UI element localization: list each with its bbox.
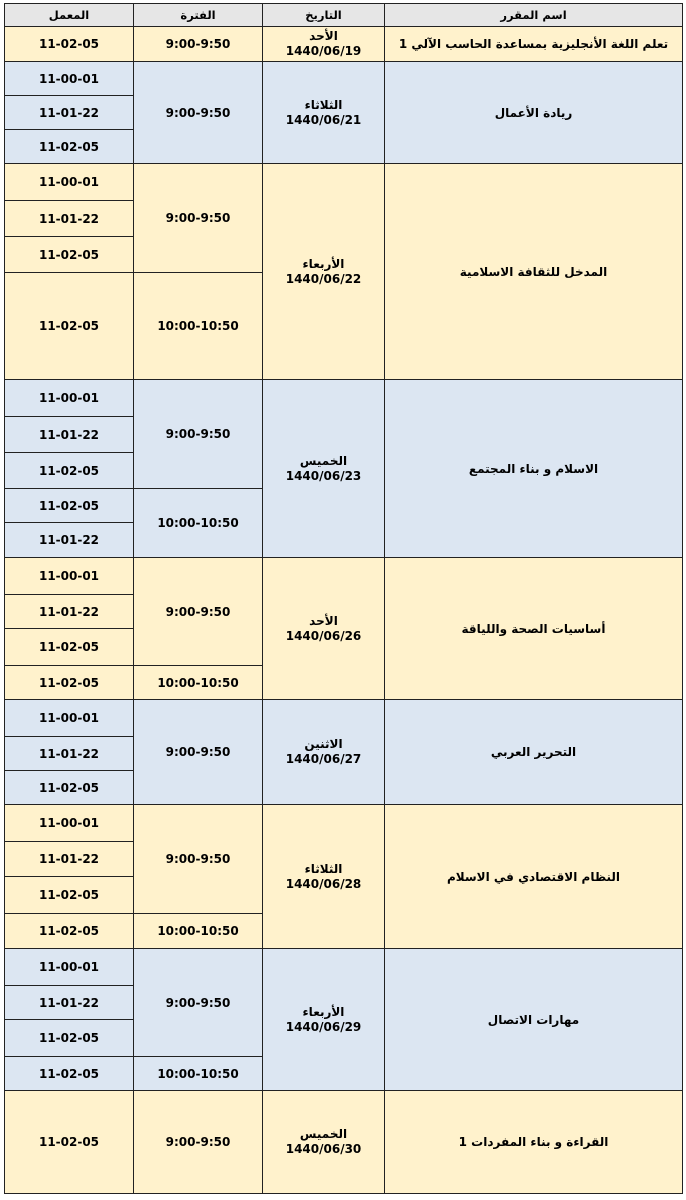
course-name-cell: التحرير العربي [385,700,683,805]
header-period: الفترة [134,4,263,27]
period-cell [134,914,263,949]
lab-cell [5,62,134,96]
date-cell [263,700,385,805]
schedule-row [5,558,683,595]
lab-code: 11-01-22 [38,211,100,226]
schedule-row [5,27,683,62]
date-cell [263,164,385,380]
course-name-cell: تعلم اللغة الأنجليزية بمساعدة الحاسب الآلي 1 [385,27,683,62]
weekday-label: الأحد [309,613,338,628]
hijri-date-label: 1440/06/21 [285,112,362,127]
period-cell [134,1091,263,1194]
period-cell [134,1057,263,1091]
period-cell [134,164,263,273]
lab-cell [5,1057,134,1091]
course-name-cell: مهارات الاتصال [385,949,683,1091]
period-cell [134,27,263,62]
period-cell [134,489,263,558]
hijri-date-label: 1440/06/22 [285,271,362,286]
lab-code: 11-00-01 [38,71,100,86]
course-name-cell: ريادة الأعمال [385,62,683,164]
lab-cell [5,595,134,629]
lab-code: 11-00-01 [38,569,100,583]
header-row [5,4,683,27]
period-time: 9:00-9:50 [165,604,231,619]
period-time: 9:00-9:50 [165,105,231,120]
period-time: 9:00-9:50 [165,427,231,441]
schedule-body [5,27,683,1194]
period-time: 10:00-10:50 [157,924,239,938]
lab-code: 11-01-22 [38,105,100,120]
date-cell [263,949,385,1091]
weekday-label: الثلاثاء [304,97,343,112]
lab-cell [5,27,134,62]
period-time: 9:00-9:50 [165,745,231,759]
weekday-label: الخميس [299,453,348,468]
lab-code: 11-01-22 [38,604,100,619]
schedule-row [5,1091,683,1194]
period-cell [134,62,263,164]
lab-code: 11-00-01 [38,711,100,725]
weekday-label: الخميس [299,1127,348,1141]
schedule-row [5,805,683,842]
header-course: اسم المقرر [385,4,683,27]
period-cell [134,805,263,914]
course-name-cell: المدخل للثقافة الاسلامية [385,164,683,380]
lab-cell [5,1020,134,1057]
period-time: 10:00-10:50 [157,516,239,530]
lab-code: 11-02-05 [38,247,100,262]
lab-cell [5,273,134,380]
lab-code: 11-02-05 [38,675,100,690]
date-cell [263,1091,385,1194]
lab-cell [5,164,134,201]
lab-cell [5,417,134,453]
hijri-date-label: 1440/06/29 [285,1019,362,1034]
period-cell [134,380,263,489]
course-name-cell: أساسيات الصحة واللياقة [385,558,683,700]
lab-cell [5,558,134,595]
exam-schedule-table [4,3,683,1194]
header-date: التاريخ [263,4,385,27]
lab-code: 11-02-05 [38,888,100,902]
lab-cell [5,877,134,914]
lab-cell [5,96,134,130]
lab-code: 11-00-01 [38,175,100,189]
schedule-row [5,164,683,201]
date-cell [263,27,385,62]
lab-cell [5,1091,134,1194]
date-cell [263,558,385,700]
period-time: 10:00-10:50 [157,1066,239,1081]
hijri-date-label: 1440/06/28 [285,876,362,891]
lab-code: 11-01-22 [38,852,100,866]
period-time: 9:00-9:50 [165,852,231,866]
lab-code: 11-02-05 [38,1135,100,1149]
weekday-label: الاثنين [304,737,343,751]
period-cell [134,666,263,700]
lab-cell [5,914,134,949]
period-time: 9:00-9:50 [165,1135,231,1149]
date-cell [263,380,385,558]
schedule-row [5,949,683,986]
lab-code: 11-02-05 [38,780,100,795]
period-cell [134,273,263,380]
lab-code: 11-02-05 [38,640,100,654]
header-lab: المعمل [5,4,134,27]
weekday-label: الأربعاء [302,256,345,271]
lab-cell [5,805,134,842]
lab-cell [5,453,134,489]
lab-code: 11-00-01 [38,960,100,974]
lab-code: 11-01-22 [38,995,100,1010]
lab-cell [5,771,134,805]
lab-code: 11-02-05 [38,319,100,333]
lab-code: 11-00-01 [38,816,100,830]
period-cell [134,949,263,1057]
schedule-row [5,700,683,737]
hijri-date-label: 1440/06/26 [285,628,362,643]
lab-code: 11-02-05 [38,139,100,154]
hijri-date-label: 1440/06/23 [285,468,362,483]
lab-cell [5,237,134,273]
period-cell [134,700,263,805]
course-name-cell: القراءة و بناء المفردات 1 [385,1091,683,1194]
lab-cell [5,949,134,986]
lab-code: 11-02-05 [38,498,100,513]
lab-cell [5,629,134,666]
schedule-row [5,380,683,417]
period-time: 10:00-10:50 [157,675,239,690]
lab-cell [5,700,134,737]
lab-cell [5,380,134,417]
lab-cell [5,842,134,877]
lab-cell [5,523,134,558]
hijri-date-label: 1440/06/30 [285,1142,362,1156]
date-cell [263,62,385,164]
lab-code: 11-02-05 [38,1066,100,1081]
schedule-row [5,62,683,96]
course-name-cell: النظام الاقتصادي في الاسلام [385,805,683,949]
lab-code: 11-02-05 [38,1031,100,1045]
weekday-label: الأربعاء [302,1004,345,1019]
lab-cell [5,666,134,700]
lab-code: 11-02-05 [38,37,100,51]
period-time: 9:00-9:50 [165,995,231,1010]
date-cell [263,805,385,949]
weekday-label: الأحد [309,29,338,43]
weekday-label: الثلاثاء [304,861,343,876]
period-cell [134,558,263,666]
lab-code: 11-00-01 [38,391,100,405]
lab-code: 11-01-22 [38,533,100,547]
lab-cell [5,489,134,523]
hijri-date-label: 1440/06/27 [285,752,362,766]
lab-cell [5,201,134,237]
period-time: 9:00-9:50 [165,37,231,51]
hijri-date-label: 1440/06/19 [285,44,362,58]
course-name-cell: الاسلام و بناء المجتمع [385,380,683,558]
lab-code: 11-02-05 [38,463,100,478]
lab-cell [5,737,134,771]
period-time: 9:00-9:50 [165,211,231,225]
lab-cell [5,130,134,164]
lab-code: 11-02-05 [38,924,100,938]
lab-code: 11-01-22 [38,746,100,761]
period-time: 10:00-10:50 [157,319,239,333]
lab-code: 11-01-22 [38,427,100,442]
lab-cell [5,986,134,1020]
